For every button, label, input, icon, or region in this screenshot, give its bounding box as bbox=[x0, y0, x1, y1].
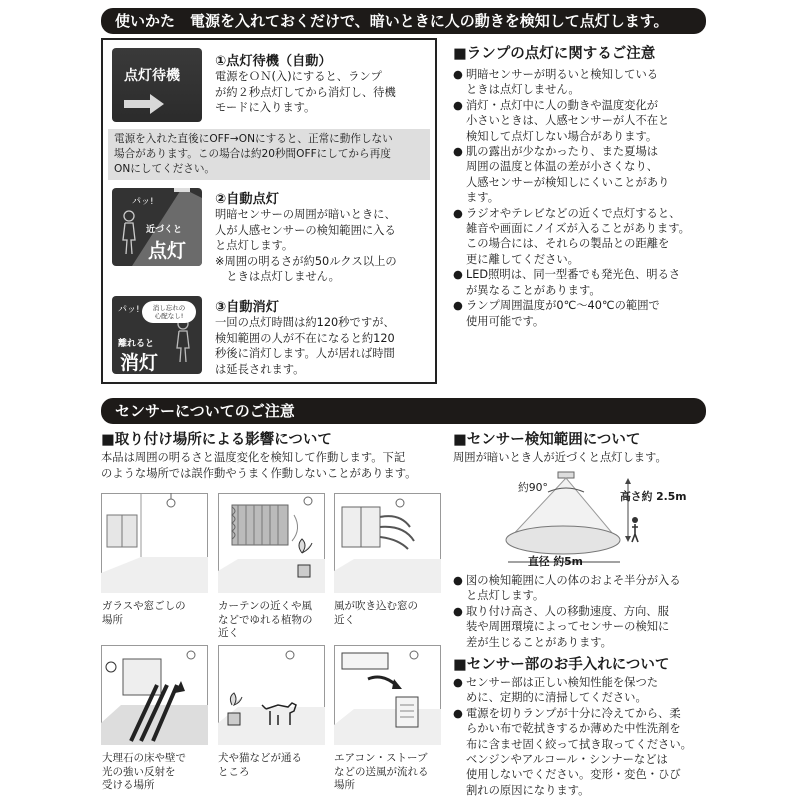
step3-title: ③自動消灯 bbox=[215, 300, 279, 315]
step1-line: 電源をＯＮ(入)にすると、ランプ bbox=[215, 70, 382, 83]
range-angle-label: 約90° bbox=[518, 481, 548, 494]
arrow-right-icon bbox=[124, 94, 164, 114]
person-icon bbox=[120, 210, 138, 254]
usage-header-text: 使いかた 電源を入れておくだけで、暗いときに人の動きを検知して点灯します。 bbox=[115, 12, 669, 30]
step2-tile-pa: パッ! bbox=[132, 197, 154, 207]
list-item bbox=[453, 206, 713, 268]
caption-line: ガラスや窓ごしの bbox=[102, 600, 186, 612]
step3-line: 一回の点灯時間は約120秒ですが、 bbox=[215, 316, 395, 329]
sensor-header-bar bbox=[101, 398, 706, 424]
step2-text bbox=[215, 207, 431, 285]
aircon-heater-illustration bbox=[334, 645, 441, 745]
list-line: 更に離してください。 bbox=[466, 252, 579, 266]
caption-pet bbox=[218, 752, 326, 779]
step3-text bbox=[215, 315, 431, 377]
list-line: ベンジンやアルコール・シンナーなどは bbox=[466, 753, 668, 767]
list-item bbox=[453, 267, 713, 298]
usage-header-bar bbox=[101, 8, 706, 34]
list-line: 布に含ませ固く絞って拭き取ってください。 bbox=[466, 737, 692, 751]
step2-line: ときは点灯しません。 bbox=[215, 270, 340, 284]
list-item bbox=[453, 706, 715, 798]
caption-aircon bbox=[334, 752, 442, 793]
lamp-notes-title: ■ランプの点灯に関するご注意 bbox=[453, 46, 656, 62]
step2-line: 人が人感センサーの検知範囲に入る bbox=[215, 223, 396, 237]
placement-title: ■取り付け場所による影響について bbox=[101, 432, 332, 448]
lamp-notes-list bbox=[453, 67, 713, 329]
step2-tile-big: 点灯 bbox=[148, 240, 187, 262]
bubble-line: 消し忘れの bbox=[152, 304, 186, 312]
step1-title: ①点灯待機（自動） bbox=[215, 54, 332, 69]
bullet: ● bbox=[453, 299, 463, 313]
step1-note-line: ONにしてください。 bbox=[114, 163, 216, 175]
caption-line: エアコン・ストーブ bbox=[334, 752, 428, 764]
caption-line: 大理石の床や壁で bbox=[102, 752, 186, 764]
list-line: 取り付け高さ、人の移動速度、方向、服 bbox=[466, 604, 669, 618]
list-line: と点灯します。 bbox=[466, 589, 545, 603]
care-title: ■センサー部のお手入れについて bbox=[453, 657, 670, 673]
list-line: ます。 bbox=[466, 191, 499, 205]
list-line: 周囲の温度と体温の差が小さくなり、 bbox=[466, 160, 659, 174]
list-line: 使用しないでください。変形・変色・ひび bbox=[466, 768, 681, 782]
step3-line: 検知範囲の人が不在になると約120 bbox=[215, 331, 395, 345]
step3-tile-pa: パッ! bbox=[118, 305, 140, 315]
list-line: 図の検知範囲に人の体のおよそ半分が入る bbox=[466, 574, 681, 587]
step1-note bbox=[108, 129, 430, 180]
reflection-floor-illustration bbox=[101, 645, 208, 745]
step3-tile-small: 離れると bbox=[118, 339, 155, 349]
bullet: ● bbox=[453, 574, 463, 587]
list-item bbox=[453, 144, 713, 206]
caption-line: などの送風が流れる bbox=[334, 765, 429, 778]
speech-bubble bbox=[142, 301, 196, 323]
caption-line: カーテンの近くや風 bbox=[218, 600, 312, 612]
list-line: LED照明は、同一型番でも発光色、明るさ bbox=[466, 268, 681, 282]
list-line: 明暗センサーが明るいと検知している bbox=[466, 68, 659, 81]
caption-line: ところ bbox=[218, 765, 250, 778]
step3-line: 秒後に消灯します。人が居れば時間 bbox=[215, 347, 395, 361]
step1-line: モードに入ります。 bbox=[215, 101, 316, 115]
list-item bbox=[453, 573, 715, 604]
step2-line: 明暗センサーの周囲が暗いときに、 bbox=[215, 208, 396, 221]
list-line: 割れの原因になります。 bbox=[466, 783, 590, 797]
list-line: ラジオやテレビなどの近くで点灯すると、 bbox=[466, 206, 681, 220]
caption-glass bbox=[102, 600, 210, 627]
caption-line: 受ける場所 bbox=[102, 779, 155, 791]
pet-illustration bbox=[218, 645, 325, 745]
step2-line: ※周囲の明るさが約50ルクス以上の bbox=[215, 254, 397, 268]
step2-tile-small: 近づくと bbox=[146, 225, 183, 235]
bubble-line: 心配なし! bbox=[154, 312, 184, 320]
list-item bbox=[453, 67, 713, 98]
list-line: 雑音や画面にノイズが入ることがあります。 bbox=[466, 222, 690, 236]
window-glass-illustration bbox=[101, 493, 208, 593]
bullet: ● bbox=[453, 604, 463, 618]
list-line: センサー部は正しい検知性能を保つた bbox=[466, 676, 659, 689]
step3-tile-big: 消灯 bbox=[120, 352, 159, 374]
bullet: ● bbox=[453, 68, 463, 81]
caption-curtain bbox=[218, 600, 328, 641]
caption-line: 近く bbox=[334, 613, 355, 626]
step1-tile-label: 点灯待機 bbox=[124, 68, 180, 84]
step1-text bbox=[215, 69, 430, 116]
care-list bbox=[453, 675, 715, 798]
list-line: 小さいときは、人感センサーが人不在と bbox=[466, 114, 670, 128]
range-height-label: 高さ約 2.5m bbox=[620, 490, 687, 503]
list-line: 消灯・点灯中に人の動きや温度変化が bbox=[466, 98, 659, 112]
range-intro: 周囲が暗いとき人が近づくと点灯します。 bbox=[453, 451, 667, 464]
list-item bbox=[453, 98, 713, 144]
list-line: 差が生じることがあります。 bbox=[466, 635, 612, 649]
list-line: 人感センサーが検知しにくいことがあり bbox=[466, 175, 670, 189]
wind-window-illustration bbox=[334, 493, 441, 593]
intro-line: のような場所では誤作動やうまく作動しないことがあります。 bbox=[101, 466, 417, 480]
caption-line: 場所 bbox=[334, 779, 355, 791]
list-line: らかい布で乾拭きするか薄めた中性洗剤を bbox=[466, 722, 681, 736]
caption-line: 風が吹き込む窓の bbox=[334, 600, 418, 612]
step1-line: が約２秒点灯してから消灯し、待機 bbox=[215, 85, 396, 99]
caption-line: などでゆれる植物の bbox=[218, 613, 313, 626]
list-line: 肌の露出が少なかったり、また夏場は bbox=[466, 145, 659, 159]
step1-tile bbox=[112, 48, 202, 122]
step3-tile bbox=[112, 296, 202, 374]
range-title: ■センサー検知範囲について bbox=[453, 432, 641, 448]
bullet: ● bbox=[453, 706, 463, 720]
caption-line: 近く bbox=[218, 627, 239, 639]
bullet: ● bbox=[453, 98, 463, 112]
intro-line: 本品は周囲の明るさと温度変化を検知して作動します。下記 bbox=[101, 451, 406, 464]
range-notes-list bbox=[453, 573, 715, 650]
curtain-plant-illustration bbox=[218, 493, 325, 593]
list-line: 検知して点灯しない場合があります。 bbox=[466, 129, 658, 143]
list-line: めに、定期的に清掃してください。 bbox=[466, 691, 647, 705]
step1-note-line: 電源を入れた直後にOFF→ONにすると、正常に動作しない bbox=[114, 133, 393, 145]
bullet: ● bbox=[453, 676, 463, 689]
list-line: この場合には、それらの製品との距離を bbox=[466, 237, 670, 251]
step2-tile bbox=[112, 188, 202, 266]
step1-note-line: 場合があります。この場合は約20秒間OFFにしてから再度 bbox=[114, 148, 391, 160]
step3-line: は延長されます。 bbox=[215, 362, 305, 376]
list-line: 使用可能です。 bbox=[466, 314, 545, 328]
caption-line: 光の強い反射を bbox=[102, 765, 176, 778]
step2-line: と点灯します。 bbox=[215, 239, 294, 253]
list-line: 装や周囲環境によってセンサーの検知に bbox=[466, 620, 670, 634]
list-item bbox=[453, 675, 715, 706]
list-item bbox=[453, 604, 715, 650]
bullet: ● bbox=[453, 268, 463, 282]
list-line: ランプ周囲温度が0℃～40℃の範囲で bbox=[466, 299, 660, 313]
step2-title: ②自動点灯 bbox=[215, 192, 279, 207]
person-icon bbox=[632, 517, 638, 542]
caption-line: 場所 bbox=[102, 613, 123, 626]
caption-wind bbox=[334, 600, 442, 627]
list-item bbox=[453, 298, 713, 329]
placement-intro bbox=[101, 450, 446, 481]
list-line: ときは点灯しません。 bbox=[466, 83, 580, 97]
list-line: 電源を切りランプが十分に冷えてから、柔 bbox=[466, 706, 681, 720]
caption-reflection bbox=[102, 752, 210, 793]
caption-line: 犬や猫などが通る bbox=[218, 752, 302, 764]
range-diameter-label: 直径 約5m bbox=[528, 555, 583, 568]
list-line: が異なることがあります。 bbox=[466, 283, 601, 297]
person-icon bbox=[174, 318, 192, 362]
sensor-header-text: センサーについてのご注意 bbox=[115, 402, 295, 420]
bullet: ● bbox=[453, 145, 463, 159]
bullet: ● bbox=[453, 206, 463, 220]
